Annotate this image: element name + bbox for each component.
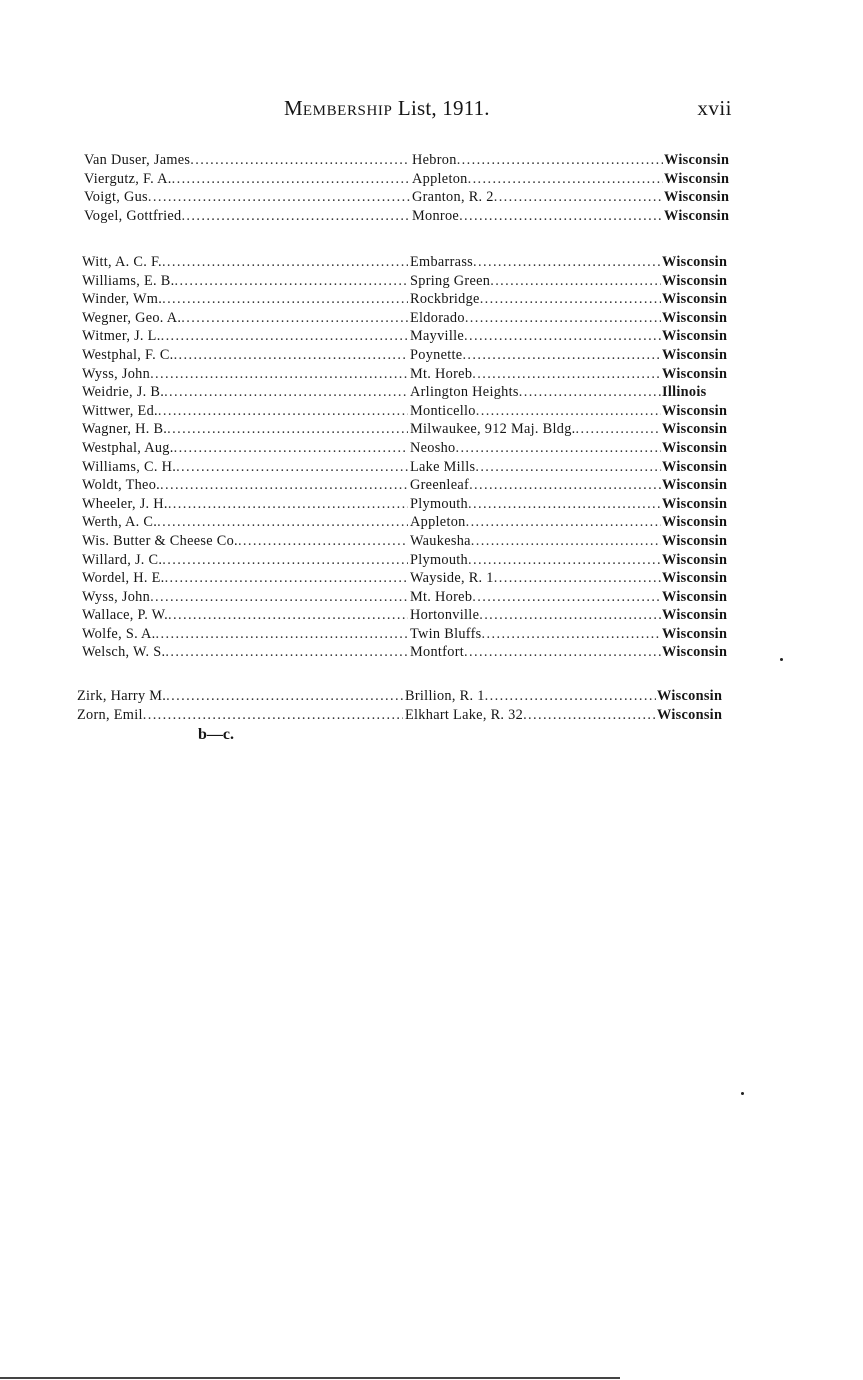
member-name-cell xyxy=(82,495,408,514)
page-number: xvii xyxy=(697,96,732,120)
member-state: Wisconsin xyxy=(662,309,728,326)
member-state-cell xyxy=(661,327,742,346)
member-state-cell xyxy=(661,253,742,272)
member-city: Elkhart Lake, R. 32 xyxy=(405,706,524,723)
member-city: Mt. Horeb xyxy=(410,365,473,382)
member-name: Wallace, P. W. xyxy=(82,607,169,624)
dot-leader xyxy=(494,569,661,588)
member-name: Willard, J. C. xyxy=(82,551,163,568)
page-edge-rule xyxy=(0,1377,620,1379)
member-city-cell xyxy=(408,569,661,588)
member-city-cell xyxy=(408,420,661,439)
dot-leader xyxy=(150,365,408,384)
printer-signature-mark: b—c. xyxy=(198,726,234,743)
member-row xyxy=(82,458,742,477)
member-state-cell xyxy=(661,272,742,291)
member-city-cell xyxy=(408,513,661,532)
member-row xyxy=(82,402,742,421)
member-state: Wisconsin xyxy=(662,439,728,456)
member-city: Plymouth xyxy=(410,495,469,512)
dot-leader xyxy=(143,706,403,725)
member-state: Wisconsin xyxy=(662,607,728,624)
member-state: Wisconsin xyxy=(662,346,728,363)
dot-leader xyxy=(494,188,663,207)
dot-leader xyxy=(468,495,661,514)
member-row xyxy=(82,495,742,514)
member-state-cell xyxy=(661,495,742,514)
dot-leader xyxy=(181,309,408,328)
member-name-cell xyxy=(82,439,408,458)
member-state: Wisconsin xyxy=(664,152,730,168)
member-name-cell xyxy=(77,687,403,706)
dot-leader xyxy=(464,327,661,346)
member-name-cell xyxy=(84,151,410,170)
member-name: Westphal, Aug. xyxy=(82,439,174,456)
dot-leader xyxy=(148,188,410,207)
member-row xyxy=(82,272,742,291)
member-state: Illinois xyxy=(662,384,707,401)
member-name: Woldt, Theo. xyxy=(82,477,161,494)
dot-leader xyxy=(150,588,408,607)
member-name-cell xyxy=(84,188,410,207)
member-state: Wisconsin xyxy=(664,170,730,187)
member-row xyxy=(84,151,744,170)
dot-leader xyxy=(181,207,410,226)
member-name: Voigt, Gus xyxy=(84,189,148,206)
member-city-cell xyxy=(410,207,663,226)
member-state: Wisconsin xyxy=(662,644,728,661)
dot-leader xyxy=(161,327,408,346)
dot-leader xyxy=(174,346,408,365)
member-name-cell xyxy=(82,290,408,309)
member-name-cell xyxy=(82,625,408,644)
member-name-cell xyxy=(84,170,410,189)
member-row xyxy=(82,420,742,439)
member-name: Wittwer, Ed. xyxy=(82,402,158,419)
dot-leader xyxy=(479,606,661,625)
member-city-cell xyxy=(408,495,661,514)
member-row xyxy=(82,290,742,309)
member-state: Wisconsin xyxy=(662,514,728,531)
dot-leader xyxy=(519,383,661,402)
member-group-v xyxy=(84,151,744,225)
member-name-cell xyxy=(82,346,408,365)
member-city: Plymouth xyxy=(410,551,469,568)
member-name-cell xyxy=(82,365,408,384)
member-state-cell xyxy=(661,458,742,477)
member-state-cell xyxy=(663,151,744,170)
member-name-cell xyxy=(82,643,408,662)
member-group-z xyxy=(77,687,737,724)
dot-leader xyxy=(482,625,661,644)
member-state: Wisconsin xyxy=(657,688,723,704)
dot-leader xyxy=(472,588,661,607)
member-state: Wisconsin xyxy=(662,254,728,270)
member-state-cell xyxy=(661,569,742,588)
member-row xyxy=(82,569,742,588)
member-city: Mt. Horeb xyxy=(410,588,473,605)
dot-leader xyxy=(480,290,661,309)
dot-leader xyxy=(468,551,661,570)
member-name: Westphal, F. C. xyxy=(82,346,174,363)
dot-leader xyxy=(190,151,410,170)
member-name: Winder, Wm. xyxy=(82,291,163,308)
member-state: Wisconsin xyxy=(662,458,728,475)
member-city-cell xyxy=(403,687,656,706)
member-city: Waukesha xyxy=(410,532,471,549)
member-name: Witt, A. C. F. xyxy=(82,254,162,270)
dot-leader xyxy=(156,625,408,644)
dot-leader xyxy=(459,207,663,226)
member-city-cell xyxy=(408,309,661,328)
dot-leader xyxy=(490,272,661,291)
member-state: Wisconsin xyxy=(662,495,728,512)
dot-leader xyxy=(472,365,661,384)
dot-leader xyxy=(172,170,410,189)
member-row xyxy=(82,643,742,662)
ink-speck xyxy=(780,658,783,661)
dot-leader xyxy=(485,687,656,706)
dot-leader xyxy=(162,290,408,309)
member-state: Wisconsin xyxy=(662,328,728,345)
member-state-cell xyxy=(661,551,742,570)
member-row xyxy=(82,346,742,365)
member-row xyxy=(82,365,742,384)
ink-speck xyxy=(741,1092,744,1095)
member-city-cell xyxy=(403,706,656,725)
member-city: Eldorado xyxy=(410,309,465,326)
member-city-cell xyxy=(408,290,661,309)
dot-leader xyxy=(473,253,661,272)
member-name-cell xyxy=(82,513,408,532)
page-title: MEMBERSHIP List, 1911. xyxy=(284,96,490,120)
member-state: Wisconsin xyxy=(662,570,728,587)
member-name-cell xyxy=(77,706,403,725)
member-name: Witmer, J. L. xyxy=(82,328,161,345)
dot-leader xyxy=(462,346,661,365)
member-state-cell xyxy=(663,170,744,189)
member-name: Wegner, Geo. A. xyxy=(82,309,182,326)
member-city-cell xyxy=(408,606,661,625)
dot-leader xyxy=(465,309,661,328)
member-row xyxy=(82,383,742,402)
member-state-cell xyxy=(661,588,742,607)
member-city: Neosho xyxy=(410,439,456,456)
member-state-cell xyxy=(661,532,742,551)
member-city: Arlington Heights xyxy=(410,384,519,401)
member-state-cell xyxy=(661,513,742,532)
member-city: Monticello xyxy=(410,402,476,419)
member-city-cell xyxy=(408,253,661,272)
member-city-cell xyxy=(408,346,661,365)
dot-leader xyxy=(523,706,656,725)
member-state-cell xyxy=(661,402,742,421)
member-city: Hebron xyxy=(412,152,457,168)
member-row xyxy=(82,551,742,570)
member-state-cell xyxy=(663,207,744,226)
member-state-cell xyxy=(656,687,737,706)
member-name-cell xyxy=(82,606,408,625)
member-name: Zirk, Harry M. xyxy=(77,688,167,704)
member-name-cell xyxy=(84,207,410,226)
dot-leader xyxy=(238,532,408,551)
member-city: Montfort xyxy=(410,644,465,661)
dot-leader xyxy=(168,606,408,625)
member-city: Hortonville xyxy=(410,607,480,624)
member-state: Wisconsin xyxy=(662,588,728,605)
dot-leader xyxy=(457,151,663,170)
member-row xyxy=(77,706,737,725)
member-row xyxy=(82,476,742,495)
page-header xyxy=(0,96,863,126)
member-state-cell xyxy=(661,383,742,402)
member-city-cell xyxy=(408,383,661,402)
member-name-cell xyxy=(82,327,408,346)
member-row xyxy=(82,606,742,625)
dot-leader xyxy=(165,643,408,662)
member-name: Wordel, H. E. xyxy=(82,570,165,587)
dot-leader xyxy=(466,513,661,532)
member-city: Greenleaf xyxy=(410,477,470,494)
dot-leader xyxy=(160,476,408,495)
member-city-cell xyxy=(410,151,663,170)
member-city: Brillion, R. 1 xyxy=(405,688,485,704)
member-city: Appleton xyxy=(410,514,466,531)
member-name: Zorn, Emil xyxy=(77,706,143,723)
member-name: Wolfe, S. A. xyxy=(82,625,156,642)
dot-leader xyxy=(174,439,408,458)
member-state-cell xyxy=(661,365,742,384)
member-name-cell xyxy=(82,309,408,328)
dot-leader xyxy=(167,420,408,439)
member-state: Wisconsin xyxy=(662,272,728,289)
member-row xyxy=(82,588,742,607)
dot-leader xyxy=(158,402,408,421)
member-state-cell xyxy=(661,625,742,644)
member-name-cell xyxy=(82,420,408,439)
member-state-cell xyxy=(661,476,742,495)
member-city-cell xyxy=(408,327,661,346)
member-state-cell xyxy=(661,439,742,458)
member-name: Werth, A. C. xyxy=(82,514,158,531)
member-name: Vogel, Gottfried xyxy=(84,207,182,224)
dot-leader xyxy=(455,439,661,458)
member-state-cell xyxy=(661,309,742,328)
member-city: Embarrass xyxy=(410,254,474,270)
member-city-cell xyxy=(408,365,661,384)
member-state: Wisconsin xyxy=(662,291,728,308)
dot-leader xyxy=(164,383,408,402)
dot-leader xyxy=(576,420,661,439)
member-row xyxy=(82,532,742,551)
member-row xyxy=(82,439,742,458)
dot-leader xyxy=(476,402,661,421)
member-name: Wheeler, J. H. xyxy=(82,495,168,512)
member-name: Wagner, H. B. xyxy=(82,421,168,438)
member-row xyxy=(77,687,737,706)
dot-leader xyxy=(165,569,408,588)
member-state-cell xyxy=(661,606,742,625)
member-row xyxy=(82,625,742,644)
member-city-cell xyxy=(408,458,661,477)
member-city-cell xyxy=(408,476,661,495)
member-row xyxy=(82,309,742,328)
member-state-cell xyxy=(661,420,742,439)
member-city-cell xyxy=(408,625,661,644)
member-row xyxy=(82,513,742,532)
member-state-cell xyxy=(661,643,742,662)
member-city: Rockbridge xyxy=(410,291,480,308)
member-name-cell xyxy=(82,551,408,570)
member-state-cell xyxy=(661,346,742,365)
dot-leader xyxy=(471,532,661,551)
member-city-cell xyxy=(408,588,661,607)
member-state: Wisconsin xyxy=(664,207,730,224)
member-row xyxy=(84,170,744,189)
dot-leader xyxy=(176,458,408,477)
member-state: Wisconsin xyxy=(662,532,728,549)
member-row xyxy=(82,253,742,272)
member-name-cell xyxy=(82,588,408,607)
member-row xyxy=(84,188,744,207)
member-city: Appleton xyxy=(412,170,468,187)
member-name: Weidrie, J. B. xyxy=(82,384,165,401)
member-name-cell xyxy=(82,476,408,495)
member-state: Wisconsin xyxy=(662,551,728,568)
member-city: Poynette xyxy=(410,346,463,363)
member-city: Milwaukee, 912 Maj. Bldg. xyxy=(410,421,576,438)
member-name-cell xyxy=(82,253,408,272)
member-name-cell xyxy=(82,272,408,291)
dot-leader xyxy=(468,170,663,189)
member-city: Monroe xyxy=(412,207,460,224)
member-row xyxy=(82,327,742,346)
member-state: Wisconsin xyxy=(662,402,728,419)
dot-leader xyxy=(162,253,408,272)
member-city: Spring Green xyxy=(410,272,491,289)
member-state: Wisconsin xyxy=(662,625,728,642)
member-city: Granton, R. 2 xyxy=(412,189,494,206)
member-name: Williams, C. H. xyxy=(82,458,177,475)
dot-leader xyxy=(475,458,661,477)
member-city-cell xyxy=(408,272,661,291)
member-state-cell xyxy=(663,188,744,207)
dot-leader xyxy=(168,495,408,514)
member-city: Wayside, R. 1 xyxy=(410,570,494,587)
member-name: Wyss, John xyxy=(82,365,151,382)
dot-leader xyxy=(166,687,403,706)
member-name: Viergutz, F. A. xyxy=(84,170,172,187)
member-name: Van Duser, James xyxy=(84,152,191,168)
member-city: Twin Bluffs xyxy=(410,625,482,642)
member-name: Wyss, John xyxy=(82,588,151,605)
member-city: Mayville xyxy=(410,328,465,345)
dot-leader xyxy=(174,272,408,291)
dot-leader xyxy=(464,643,661,662)
member-city-cell xyxy=(410,188,663,207)
dot-leader xyxy=(469,476,661,495)
member-city: Lake Mills xyxy=(410,458,476,475)
member-city-cell xyxy=(408,532,661,551)
member-state: Wisconsin xyxy=(664,189,730,206)
member-city-cell xyxy=(408,402,661,421)
member-group-w xyxy=(82,253,742,662)
member-name: Williams, E. B. xyxy=(82,272,175,289)
member-state: Wisconsin xyxy=(662,477,728,494)
member-name-cell xyxy=(82,569,408,588)
member-city-cell xyxy=(410,170,663,189)
member-name-cell xyxy=(82,532,408,551)
member-state: Wisconsin xyxy=(657,706,723,723)
member-city-cell xyxy=(408,643,661,662)
member-state: Wisconsin xyxy=(662,365,728,382)
dot-leader xyxy=(162,551,408,570)
member-name: Wis. Butter & Cheese Co. xyxy=(82,532,238,549)
member-city-cell xyxy=(408,551,661,570)
member-state-cell xyxy=(656,706,737,725)
member-name: Welsch, W. S. xyxy=(82,644,166,661)
member-name-cell xyxy=(82,383,408,402)
dot-leader xyxy=(157,513,408,532)
member-name-cell xyxy=(82,402,408,421)
member-state: Wisconsin xyxy=(662,421,728,438)
member-state-cell xyxy=(661,290,742,309)
member-row xyxy=(84,207,744,226)
member-city-cell xyxy=(408,439,661,458)
member-name-cell xyxy=(82,458,408,477)
